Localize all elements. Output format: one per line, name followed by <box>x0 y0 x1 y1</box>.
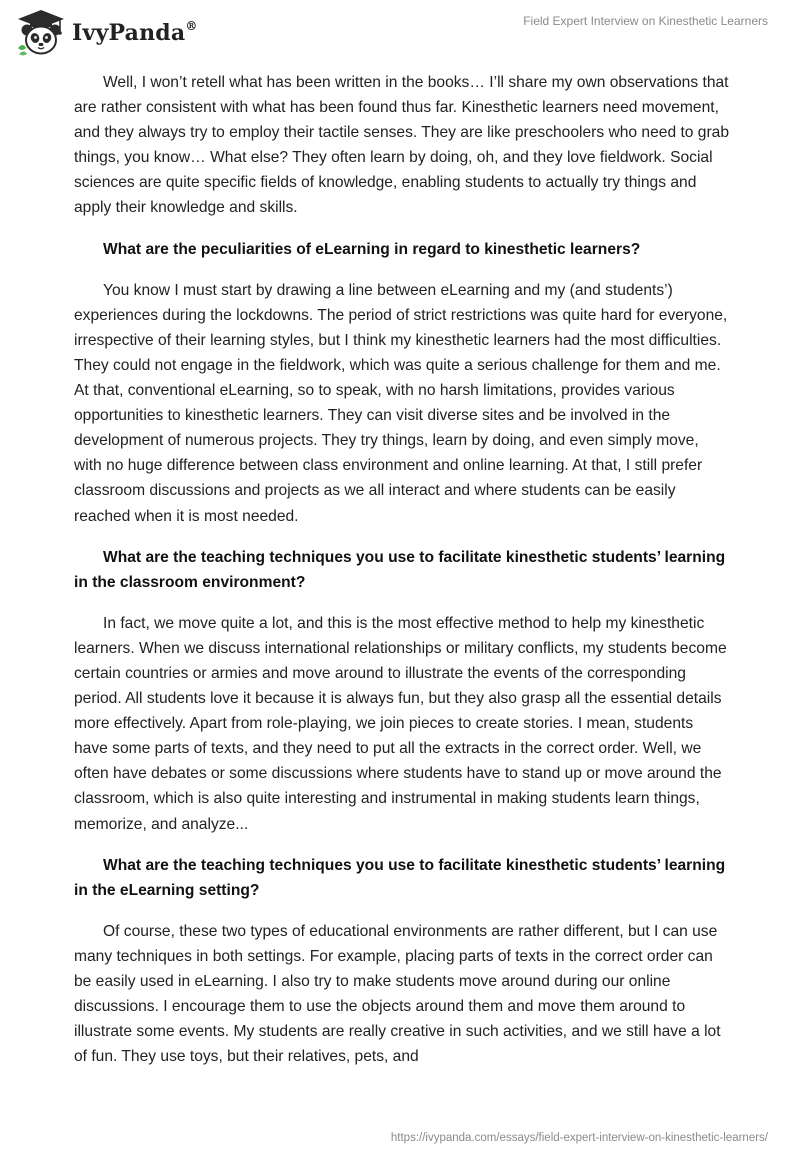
answer-paragraph: In fact, we move quite a lot, and this is the most effective method to help my kinesthetic learners. When we discuss international relationships or military conflicts, my students become certain countries or armies and move around to illustrate the events of the corresponding period. All students love it because it is always fun, but they also grasp all the essential details more effectively. Apart from role-playing, we join pieces to create stories. I mean, students have some parts of texts, and they need to put all the extracts in the correct order. Well, we often have debates or some discussions where students have to stand up or move around the classroom, which is also quite interesting and instrumental in making students learn things, memorize, and analyze... <box>74 614 727 833</box>
essay-body <box>74 70 730 1085</box>
ivypanda-logo[interactable] <box>14 8 198 58</box>
source-url[interactable]: https://ivypanda.com/essays/field-expert-interview-on-kinesthetic-learners/ <box>390 1132 768 1144</box>
panda-graduate-icon <box>14 8 68 58</box>
registered-mark: ® <box>185 18 198 33</box>
answer-paragraph: You know I must start by drawing a line between eLearning and my (and students’) experiences during the lockdowns. The period of strict restrictions was quite hard for everyone, irrespective of their learning styles, but I think my kinesthetic learners had the most difficulties. They could not engage in the fieldwork, which was quite a serious challenge for them and me. At that, conventional eLearning, so to speak, with no harsh limitations, provides various opportunities to kinesthetic learners. They can visit diverse sites and be involved in the development of numerous projects. They try things, learn by doing, and even simply move, with no huge difference between class environment and online learning. At that, I still prefer classroom discussions and projects as we all interact and where students can be easily reached when it is most needed. <box>74 281 728 525</box>
document-title: Field Expert Interview on Kinesthetic Learners <box>523 14 768 28</box>
answer-paragraph: Of course, these two types of educational environments are rather different, but I can use many techniques in both settings. For example, placing parts of texts in the correct order can be easily used in eLearning. I also try to make students move around during our online discussions. I encourage them to use the objects around them and move them around to illustrate some events. My students are really creative in such activities, and we still have a lot of fun. They use toys, but their relatives, pets, and <box>74 922 721 1066</box>
answer-paragraph: Well, I won’t retell what has been written in the books… I’ll share my own observations that are rather consistent with what has been found thus far. Kinesthetic learners need movement, and they always try to employ their tactile senses. They are like preschoolers who need to grab things, you know… What else? They often learn by doing, oh, and they love fieldwork. Social sciences are quite specific fields of knowledge, enabling students to actually try things and apply their knowledge and skills. <box>74 74 729 217</box>
page-header <box>0 0 800 70</box>
interview-question: What are the teaching techniques you use to facilitate kinesthetic students’ learning in the classroom environment? <box>74 548 726 591</box>
brand-name: IvyPanda® <box>72 18 198 46</box>
interview-question: What are the peculiarities of eLearning in regard to kinesthetic learners? <box>103 240 641 258</box>
interview-question: What are the teaching techniques you use to facilitate kinesthetic students’ learning in the eLearning setting? <box>74 856 726 899</box>
